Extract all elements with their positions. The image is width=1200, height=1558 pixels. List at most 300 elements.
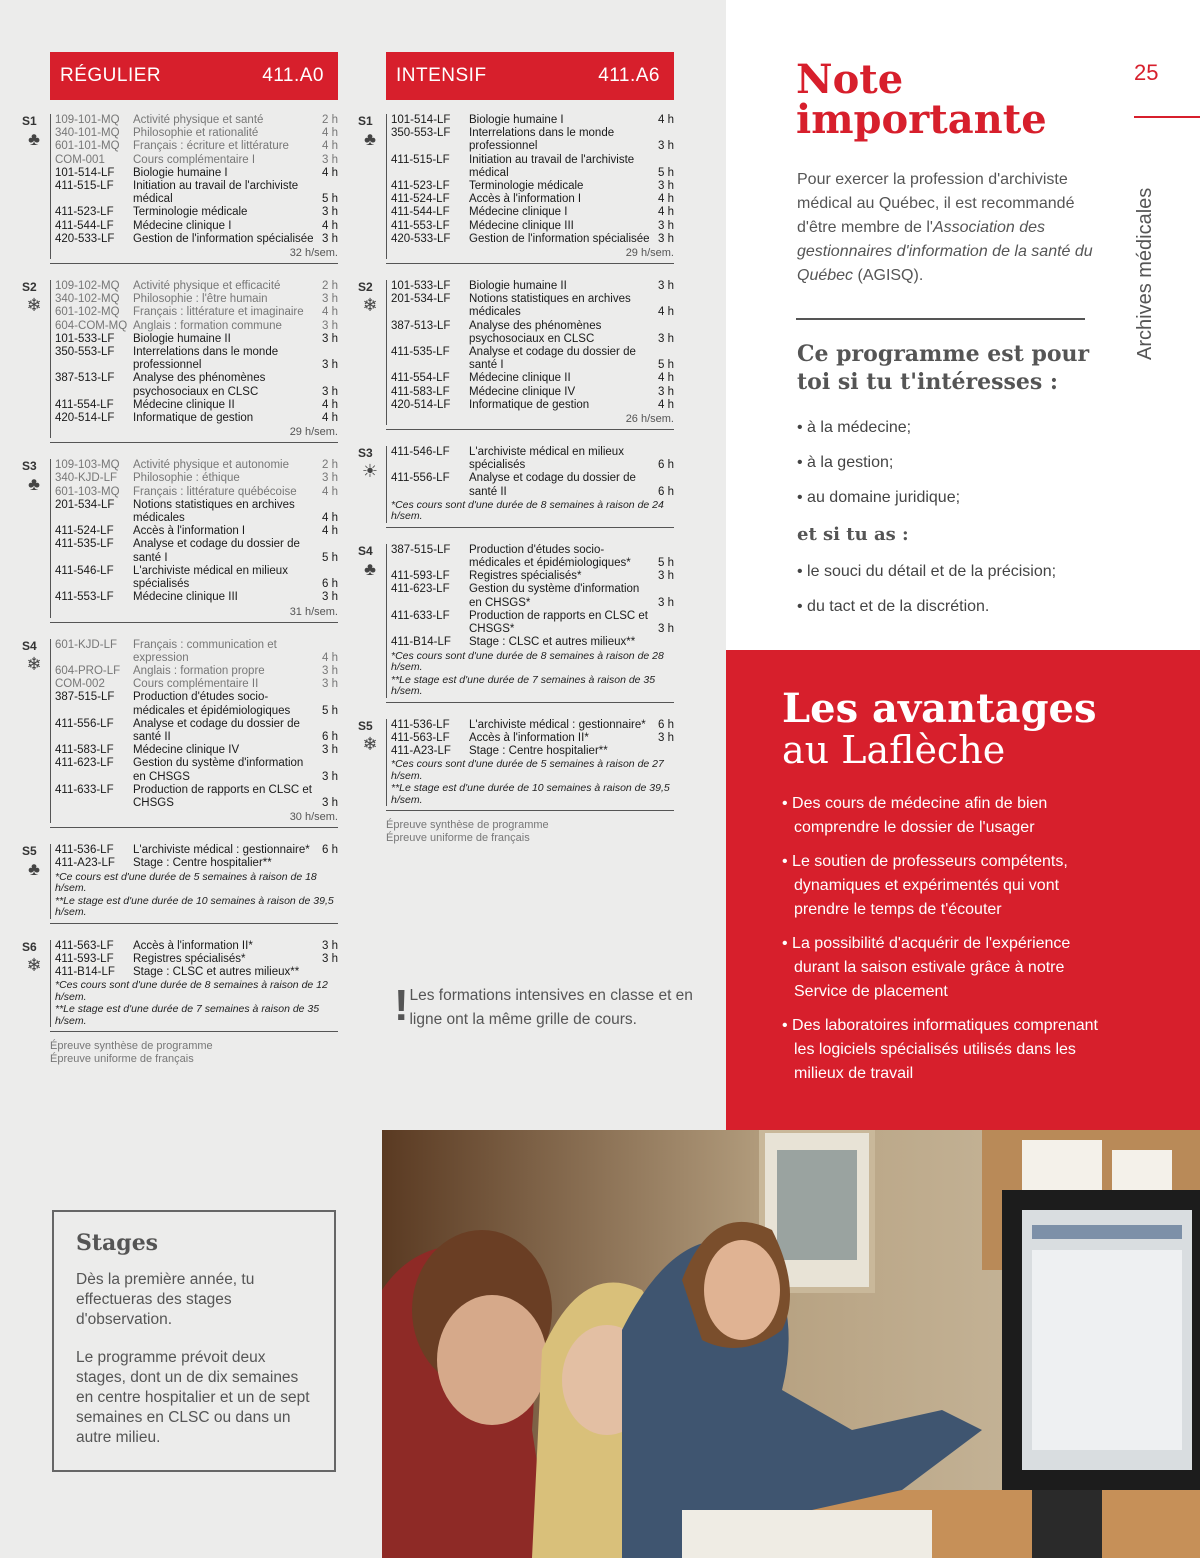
snowflake-icon: ❄ [362,295,378,316]
course-row [55,206,338,219]
course-title: Analyse et codage du dossier de santé I [133,538,300,564]
course-title: Initiation au travail de l'archiviste médical [469,153,635,179]
course-code: 340-102-MQ [55,293,120,306]
course-hours: 4 h [322,412,338,425]
course-code: 109-101-MQ [55,114,120,126]
semester-total: 32 h/sem. [289,247,338,260]
course-hours: 3 h [322,744,338,757]
side-label-text: Archives médicales [1134,187,1156,360]
course-title: Informatique de gestion [133,412,254,425]
course-title: Médecine clinique I [133,219,232,232]
course-row [391,127,674,153]
semester-label: S4 [22,638,37,653]
course-row [391,544,674,570]
course-title: Médecine clinique I [469,206,568,219]
semester-label: S1 [22,114,37,128]
course-title: L'archiviste médical en milieux spécialisés [133,564,288,591]
course-row [55,499,338,525]
note-text-after: (AGISQ). [853,267,924,284]
course-row [391,732,674,745]
semester-block [22,637,338,829]
course-code: 387-515-LF [55,691,115,704]
course-hours: 4 h [322,219,338,232]
note-divider [796,318,1085,320]
course-row [55,639,338,665]
semester-total: 30 h/sem. [289,811,338,824]
course-row [55,757,338,783]
course-title: Accès à l'information I [469,193,582,206]
course-code: 350-553-LF [55,346,115,359]
note-title-line1: Note [796,56,904,103]
course-title: Informatique de gestion [469,398,590,411]
semester-block [22,112,338,264]
semester-label: S6 [22,939,37,954]
course-title: Stage : CLSC et autres milieux** [133,965,300,978]
course-hours: 3 h [322,591,338,604]
course-row [391,399,674,412]
note-text-before: Pour exercer la profession d'archiviste médical au Québec, il est recommandé d'être membre de l' [797,171,1075,236]
course-title: Biologie humaine I [469,114,564,126]
course-code: COM-001 [55,153,105,166]
course-code: 411-623-LF [55,757,114,770]
maple-leaf-icon: ♣ [364,558,376,579]
course-hours: 2 h [322,459,338,472]
maple-leaf-icon: ♣ [364,129,376,149]
course-hours [316,857,338,870]
interest-list [797,418,1097,523]
course-code: 420-514-LF [55,412,115,425]
course-row [391,719,674,732]
avantage-item: • La possibilité d'acquérir de l'expérience durant la saison estivale grâce à notre Service de placement [782,935,1071,1000]
course-code: 411-B14-LF [55,965,115,978]
regulier-semesters [22,112,338,1032]
course-row [55,320,338,333]
course-code: 101-514-LF [55,166,115,179]
course-hours [652,636,674,649]
course-title: Terminologie médicale [133,206,248,219]
course-code: 387-513-LF [391,319,451,332]
exclamation-icon: ! [394,981,409,1030]
course-code: 411-536-LF [391,718,450,731]
course-title: Registres spécialisés* [133,952,246,965]
course-title: Philosophie et rationalité [133,127,259,140]
semester-block [358,717,674,812]
course-row [55,412,338,425]
course-hours: 4 h [322,306,338,319]
course-hours: 3 h [322,664,338,677]
semester-block [22,457,338,622]
course-code: 411-553-LF [391,219,450,232]
course-hours: 3 h [322,232,338,245]
alert-text: Les formations intensives en classe et en ligne ont la même grille de cours. [409,987,693,1028]
course-code: 101-533-LF [55,332,115,345]
semester-note: *Ces cours sont d'une durée de 8 semaines à raison de 28 h/sem. [391,649,664,673]
course-code: 411-563-LF [391,731,450,744]
course-row [55,233,338,246]
course-row [391,220,674,233]
semester-block [358,112,674,264]
course-title: Biologie humaine I [133,166,228,179]
course-hours: 4 h [322,485,338,498]
intensif-code: 411.A6 [598,65,660,86]
course-row [55,844,338,857]
course-row [55,591,338,604]
semester-note: *Ces cours sont d'une durée de 8 semaines à raison de 24 h/sem. [391,498,664,523]
course-code: 601-103-MQ [55,485,120,498]
course-hours: 3 h [322,153,338,166]
avantage-item: • Le soutien de professeurs compétents, dynamiques et expérimentés qui vont prendre le temps de t'écouter [782,853,1068,918]
course-row [391,745,674,758]
course-hours: 4 h [658,306,674,319]
stages-box [52,1210,336,1472]
regulier-header [50,52,338,100]
avantages-list [782,792,1102,1096]
semester-label: S5 [22,844,37,859]
course-hours: 3 h [322,939,338,952]
course-row [391,320,674,346]
course-code: 411-556-LF [55,717,114,730]
course-title: L'archiviste médical : gestionnaire* [469,718,646,731]
intensif-footer [386,819,674,845]
course-code: 411-524-LF [391,193,450,206]
course-row [55,399,338,412]
course-hours: 4 h [322,651,338,664]
course-code: 340-KJD-LF [55,472,117,485]
course-hours: 6 h [658,718,674,731]
course-list [386,719,674,807]
course-code: 601-KJD-LF [55,638,117,651]
course-code: 101-533-LF [391,280,451,293]
course-title: Médecine clinique III [133,591,238,604]
course-title: Production de rapports en CLSC et CHSGS [133,783,312,809]
semester-label: S2 [22,280,37,295]
course-hours: 4 h [322,512,338,525]
course-title: Accès à l'information II* [469,731,589,744]
course-code: 411-633-LF [391,609,450,622]
course-code: 411-544-LF [55,219,114,232]
interest-item: • à la gestion; [797,454,894,471]
course-hours: 4 h [658,372,674,385]
course-code: 411-553-LF [55,591,114,604]
semester-block [358,444,674,528]
course-title: L'archiviste médical en milieux spécialisés [469,446,624,472]
course-hours: 4 h [322,140,338,153]
course-row [55,167,338,180]
course-row [55,538,338,564]
page-number-rule [1134,116,1200,118]
stages-paragraph-1: Dès la première année, tu effectueras des stages d'observation. [76,1271,255,1328]
intensif-program [358,52,674,845]
course-hours: 3 h [658,385,674,398]
course-row [55,678,338,691]
course-title: Anglais : formation propre [133,664,265,677]
avantage-item: • Des cours de médecine afin de bien comprendre le dossier de l'usager [782,795,1048,836]
course-row [391,570,674,583]
semester-block [22,278,338,443]
note-text-italic: Association des gestionnaires d'information de la santé du Québec [797,219,1093,284]
footer-line: Épreuve uniforme de français [386,832,530,845]
course-list [50,940,338,1028]
avantages-title-line1: Les avantages [782,685,1097,732]
course-hours: 3 h [658,180,674,193]
course-code: 420-514-LF [391,398,451,411]
course-row [391,346,674,372]
course-code: 411-515-LF [391,153,450,166]
course-title: Notions statistiques en archives médicales [133,498,295,525]
course-row [55,140,338,153]
semester-label: S4 [358,543,373,558]
course-code: 340-101-MQ [55,127,120,140]
course-hours: 3 h [658,596,674,609]
course-title: Gestion de l'information spécialisée [133,232,314,245]
course-title: Biologie humaine II [469,280,567,293]
course-row [55,691,338,717]
quality-item: • du tact et de la discrétion. [797,598,990,615]
semester-block [358,278,674,430]
course-row [391,193,674,206]
course-title: Terminologie médicale [469,180,584,193]
course-hours: 2 h [322,114,338,126]
course-code: 411-B14-LF [391,636,451,649]
course-title: Médecine clinique II [133,398,235,411]
course-row [391,154,674,180]
semester-label: S5 [358,718,373,733]
footer-line: Épreuve synthèse de programme [50,1040,213,1053]
snowflake-icon: ❄ [26,295,42,316]
interest-item: • au domaine juridique; [797,489,961,506]
course-hours: 3 h [658,570,674,583]
course-title: Français : communication et expression [133,638,277,664]
course-hours [652,745,674,758]
course-hours: 4 h [322,525,338,538]
classroom-photo-illustration [382,1130,1200,1558]
sun-icon: ☀ [361,461,379,482]
classroom-photo [382,1130,1200,1558]
semester-note: **Le stage est d'une durée de 10 semaines à raison de 39,5 h/sem. [55,894,334,919]
course-row [55,306,338,319]
course-list [386,446,674,523]
course-code: 420-533-LF [391,232,451,245]
semester-note: *Ces cours sont d'une durée de 5 semaines à raison de 27 h/sem. [391,758,664,782]
course-list [386,544,674,698]
course-title: Stage : CLSC et autres milieux** [469,636,636,649]
course-code: 420-533-LF [55,232,115,245]
course-row [55,180,338,206]
et-si-heading: et si tu as : [797,524,909,545]
note-text [797,168,1097,288]
course-hours: 3 h [658,280,674,293]
course-row [391,293,674,319]
course-hours: 6 h [658,485,674,498]
course-hours: 4 h [658,398,674,411]
course-code: 201-534-LF [391,293,451,306]
course-hours: 6 h [322,844,338,857]
course-title: Interrelations dans le monde professionnel [469,127,615,153]
page-number: 25 [1134,60,1159,85]
course-title: Interrelations dans le monde professionnel [133,346,279,372]
course-hours: 3 h [322,678,338,691]
course-hours: 4 h [658,206,674,219]
course-hours: 3 h [322,472,338,485]
course-hours: 3 h [322,332,338,345]
course-row [55,472,338,485]
course-row [391,583,674,609]
intensif-header [386,52,674,100]
course-hours: 3 h [658,232,674,245]
course-code: 411-554-LF [391,372,450,385]
course-title: Activité physique et santé [133,114,264,126]
footer-line: Épreuve synthèse de programme [386,819,549,832]
course-row [55,114,338,127]
course-code: 411-515-LF [55,180,114,193]
course-hours: 3 h [658,219,674,232]
semester-total: 31 h/sem. [289,605,338,618]
course-title: Analyse des phénomènes psychosociaux en CLSC [469,319,602,345]
course-hours: 4 h [658,193,674,206]
course-title: L'archiviste médical : gestionnaire* [133,844,310,857]
course-code: 411-A23-LF [391,744,451,757]
course-row [55,525,338,538]
note-title-line2: importante [796,96,1047,143]
course-hours: 5 h [658,359,674,372]
course-hours: 5 h [322,704,338,717]
course-code: 411-593-LF [391,570,450,583]
semester-label: S3 [358,446,373,461]
intensif-semesters [358,112,674,811]
snowflake-icon: ❄ [26,653,42,674]
quality-list [797,562,1097,632]
course-title: Gestion du système d'information en CHSGS* [469,583,640,609]
course-title: Philosophie : éthique [133,472,240,485]
maple-leaf-icon: ♣ [28,129,40,149]
regulier-program [22,52,338,1066]
semester-note: *Ces cours sont d'une durée de 8 semaines à raison de 12 h/sem. [55,979,328,1003]
course-row [55,280,338,293]
course-title: Philosophie : l'être humain [133,293,268,306]
course-title: Biologie humaine II [133,332,231,345]
regulier-label: RÉGULIER [60,65,162,86]
course-row [55,784,338,810]
course-row [55,220,338,233]
course-row [55,486,338,499]
course-row [391,280,674,293]
course-row [391,372,674,385]
avantages-title-line2: au Laflèche [782,728,1006,772]
course-row [55,953,338,966]
semester-block [22,938,338,1033]
course-code: 411-623-LF [391,583,450,596]
semester-note: **Le stage est d'une durée de 7 semaines à raison de 35 h/sem. [391,673,656,697]
course-row [391,233,674,246]
course-hours: 3 h [658,332,674,345]
course-row [55,565,338,591]
semester-label: S1 [358,114,373,128]
course-code: 411-554-LF [55,398,114,411]
course-title: Français : littérature québécoise [133,485,297,498]
semester-block [22,842,338,923]
course-code: 411-633-LF [55,783,114,796]
course-code: 601-102-MQ [55,306,120,319]
course-list [50,114,338,259]
course-hours: 3 h [322,206,338,219]
semester-label: S3 [22,459,37,474]
course-hours: 3 h [658,623,674,636]
course-title: Accès à l'information II* [133,939,253,952]
course-title: Accès à l'information I [133,525,246,538]
semester-note: **Le stage est d'une durée de 10 semaines à raison de 39,5 h/sem. [391,782,670,806]
course-title: Français : écriture et littérature [133,140,289,153]
quality-item: • le souci du détail et de la précision; [797,563,1057,580]
course-row [55,333,338,346]
course-hours: 4 h [322,166,338,179]
course-hours: 4 h [322,398,338,411]
course-code: 411-546-LF [391,446,450,459]
intensif-label: INTENSIF [396,65,487,86]
course-code: 411-523-LF [55,206,114,219]
course-hours: 3 h [322,796,338,809]
course-row [391,472,674,498]
course-title: Stage : Centre hospitalier** [469,744,608,757]
course-hours: 2 h [322,280,338,293]
course-title: Production de rapports en CLSC et CHSGS* [469,609,648,636]
course-hours: 4 h [322,127,338,140]
semester-total: 29 h/sem. [289,426,338,439]
course-code: 411-556-LF [391,472,450,485]
avantages-box [726,650,1200,1130]
course-row [55,459,338,472]
course-code: 109-102-MQ [55,280,120,293]
regulier-footer [50,1040,338,1066]
course-code: 101-514-LF [391,114,451,126]
course-code: 411-535-LF [391,346,450,359]
course-title: Médecine clinique IV [469,385,576,398]
course-hours: 3 h [322,385,338,398]
course-code: 411-536-LF [55,844,114,857]
interest-item: • à la médecine; [797,419,912,436]
course-title: Médecine clinique IV [133,744,240,757]
course-title: Gestion de l'information spécialisée [469,232,650,245]
course-hours: 3 h [658,731,674,744]
course-title: Cours complémentaire II [133,678,259,691]
course-row [391,446,674,472]
course-row [55,346,338,372]
course-row [391,114,674,127]
course-code: 387-513-LF [55,372,115,385]
course-code: 411-535-LF [55,538,114,551]
course-title: Cours complémentaire I [133,153,256,166]
course-hours: 3 h [322,952,338,965]
course-code: COM-002 [55,678,105,691]
course-title: Analyse et codage du dossier de santé II [469,472,636,498]
course-hours: 4 h [658,114,674,126]
course-hours: 3 h [658,140,674,153]
course-row [391,180,674,193]
course-code: 411-563-LF [55,939,114,952]
course-list [386,114,674,259]
course-row [391,206,674,219]
course-code: 387-515-LF [391,543,451,556]
course-row [55,372,338,398]
semester-note: **Le stage est d'une durée de 7 semaines à raison de 35 h/sem. [55,1003,320,1027]
course-hours: 5 h [658,166,674,179]
course-title: Français : littérature et imaginaire [133,306,304,319]
intensive-alert [394,981,694,1031]
course-title: Initiation au travail de l'archiviste médical [133,180,299,206]
course-code: 604-PRO-LF [55,664,121,677]
course-title: Médecine clinique III [469,219,574,232]
pour-title: Ce programme est pour toi si tu t'intéresses : [797,341,1090,395]
course-row [55,127,338,140]
